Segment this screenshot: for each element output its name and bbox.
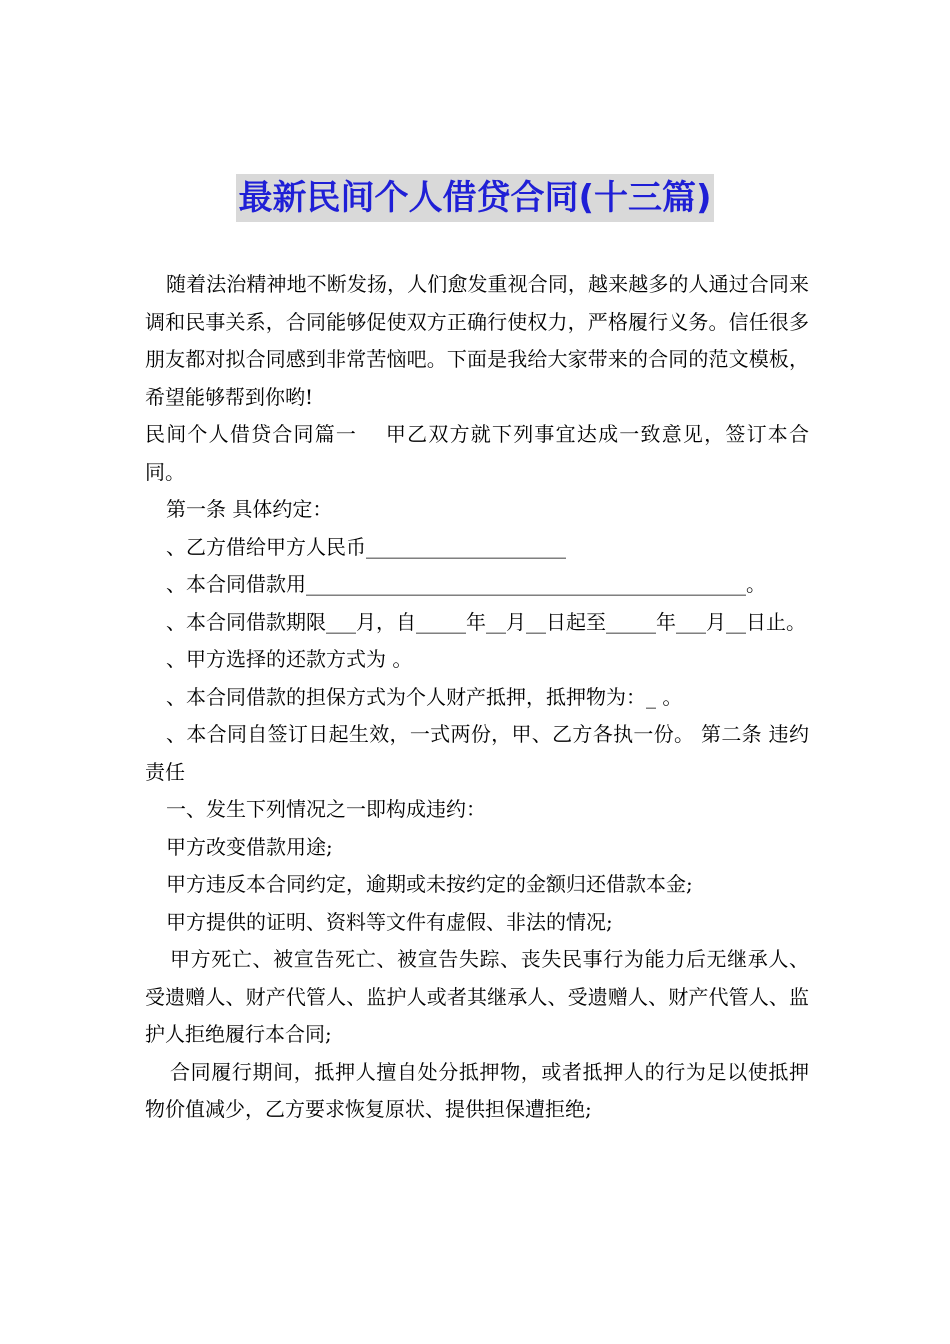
clause-effective: 、本合同自签订日起生效，一式两份，甲、乙方各执一份。 第二条 违约责任 — [145, 722, 809, 784]
contract-heading-paragraph: 民间个人借贷合同篇一 甲乙双方就下列事宜达成一致意见，签订本合同。 — [145, 422, 809, 484]
breach-item-4: 甲方死亡、被宣告死亡、被宣告失踪、丧失民事行为能力后无继承人、受遗赠人、财产代管人、监护人或者其继承人、受遗赠人、财产代管人、监护人拒绝履行本合同; — [145, 947, 809, 1046]
document-body — [145, 266, 809, 1129]
article-one-heading: 第一条 具体约定： — [166, 497, 333, 521]
breach-item-1: 甲方改变借款用途; — [166, 834, 333, 859]
breach-item-2: 甲方违反本合同约定，逾期或未按约定的金额归还借款本金; — [166, 872, 693, 896]
clause-loan-purpose: 、本合同借款用____________________________________________。 — [166, 572, 766, 596]
clause-repayment-method: 、甲方选择的还款方式为 。 — [166, 647, 413, 671]
document-title: 最新民间个人借贷合同(十三篇) — [236, 174, 713, 222]
breach-item-3: 甲方提供的证明、资料等文件有虚假、非法的情况; — [166, 909, 613, 934]
title-container — [0, 174, 950, 222]
clause-loan-term: 、本合同借款期限___月，自_____年__月__日起至_____年___月__日止。 — [166, 609, 806, 634]
breach-item-5: 合同履行期间，抵押人擅自处分抵押物，或者抵押人的行为足以使抵押物价值减少，乙方要求恢复原状、提供担保遭拒绝; — [145, 1059, 809, 1121]
intro-paragraph: 随着法治精神地不断发扬，人们愈发重视合同，越来越多的人通过合同来调和民事关系，合同能够促使双方正确行使权力，严格履行义务。信任很多朋友都对拟合同感到非常苦恼吧。下面是我给大家带来的合同的范文模板，希望能够帮到你哟! — [145, 272, 809, 409]
clause-guarantee: 、本合同借款的担保方式为个人财产抵押，抵押物为：_ 。 — [166, 684, 683, 709]
breach-heading: 一、发生下列情况之一即构成违约： — [166, 797, 486, 821]
clause-loan-amount: 、乙方借给甲方人民币____________________ — [166, 534, 566, 559]
